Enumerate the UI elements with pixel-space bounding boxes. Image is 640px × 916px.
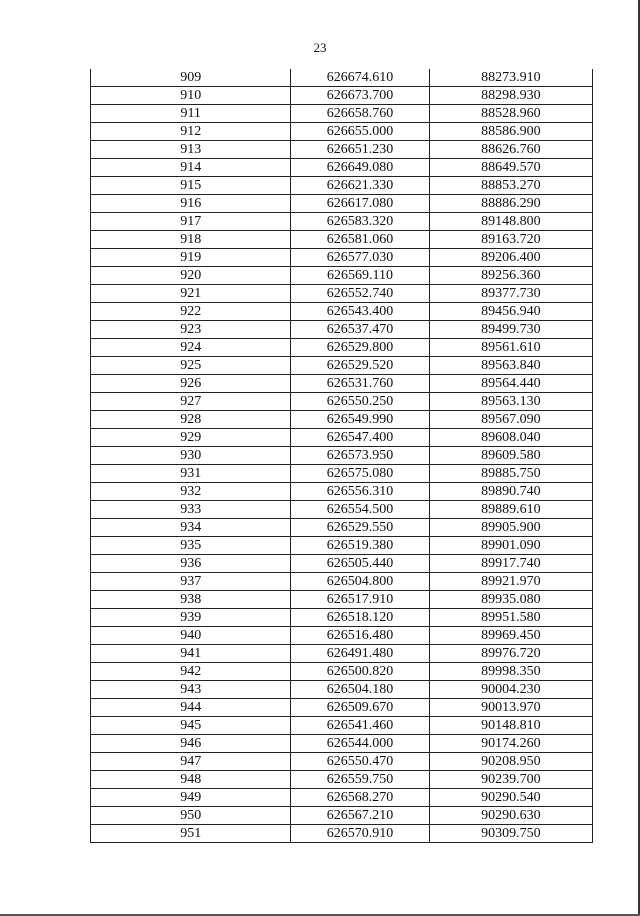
point-number-cell: 940: [91, 627, 291, 645]
point-number-cell: 935: [91, 537, 291, 555]
table-row: [91, 789, 593, 807]
x-coordinate-cell: 626570.910: [291, 825, 429, 843]
table-row: [91, 393, 593, 411]
coordinate-table: [90, 69, 593, 843]
point-number-cell: 941: [91, 645, 291, 663]
x-coordinate-cell: 626568.270: [291, 789, 429, 807]
point-number-cell: 931: [91, 465, 291, 483]
x-coordinate-cell: 626537.470: [291, 321, 429, 339]
point-number-cell: 929: [91, 429, 291, 447]
x-coordinate-cell: 626504.800: [291, 573, 429, 591]
table-row: [91, 195, 593, 213]
point-number-cell: 936: [91, 555, 291, 573]
table-row: [91, 663, 593, 681]
point-number-cell: 919: [91, 249, 291, 267]
point-number-cell: 945: [91, 717, 291, 735]
point-number-cell: 948: [91, 771, 291, 789]
table-row: [91, 411, 593, 429]
y-coordinate-cell: 89889.610: [429, 501, 592, 519]
x-coordinate-cell: 626543.400: [291, 303, 429, 321]
x-coordinate-cell: 626529.550: [291, 519, 429, 537]
x-coordinate-cell: 626550.470: [291, 753, 429, 771]
x-coordinate-cell: 626544.000: [291, 735, 429, 753]
table-row: [91, 177, 593, 195]
x-coordinate-cell: 626554.500: [291, 501, 429, 519]
x-coordinate-cell: 626583.320: [291, 213, 429, 231]
table-row: [91, 231, 593, 249]
y-coordinate-cell: 89935.080: [429, 591, 592, 609]
point-number-cell: 918: [91, 231, 291, 249]
coordinate-table-body: [91, 69, 593, 843]
point-number-cell: 950: [91, 807, 291, 825]
y-coordinate-cell: 89608.040: [429, 429, 592, 447]
point-number-cell: 932: [91, 483, 291, 501]
y-coordinate-cell: 89969.450: [429, 627, 592, 645]
table-row: [91, 519, 593, 537]
y-coordinate-cell: 89917.740: [429, 555, 592, 573]
y-coordinate-cell: 89377.730: [429, 285, 592, 303]
point-number-cell: 942: [91, 663, 291, 681]
y-coordinate-cell: 89998.350: [429, 663, 592, 681]
y-coordinate-cell: 90013.970: [429, 699, 592, 717]
x-coordinate-cell: 626509.670: [291, 699, 429, 717]
point-number-cell: 951: [91, 825, 291, 843]
table-row: [91, 339, 593, 357]
table-row: [91, 609, 593, 627]
y-coordinate-cell: 89499.730: [429, 321, 592, 339]
point-number-cell: 934: [91, 519, 291, 537]
y-coordinate-cell: 89561.610: [429, 339, 592, 357]
page-number: 23: [313, 40, 327, 55]
table-row: [91, 681, 593, 699]
x-coordinate-cell: 626651.230: [291, 141, 429, 159]
y-coordinate-cell: 90148.810: [429, 717, 592, 735]
point-number-cell: 922: [91, 303, 291, 321]
y-coordinate-cell: 89921.970: [429, 573, 592, 591]
x-coordinate-cell: 626559.750: [291, 771, 429, 789]
x-coordinate-cell: 626504.180: [291, 681, 429, 699]
point-number-cell: 930: [91, 447, 291, 465]
x-coordinate-cell: 626556.310: [291, 483, 429, 501]
x-coordinate-cell: 626531.760: [291, 375, 429, 393]
table-row: [91, 105, 593, 123]
table-row: [91, 483, 593, 501]
point-number-cell: 939: [91, 609, 291, 627]
y-coordinate-cell: 88586.900: [429, 123, 592, 141]
point-number-cell: 915: [91, 177, 291, 195]
table-row: [91, 429, 593, 447]
point-number-cell: 933: [91, 501, 291, 519]
table-row: [91, 645, 593, 663]
table-row: [91, 303, 593, 321]
y-coordinate-cell: 89256.360: [429, 267, 592, 285]
table-row: [91, 447, 593, 465]
y-coordinate-cell: 89567.090: [429, 411, 592, 429]
table-row: [91, 573, 593, 591]
x-coordinate-cell: 626518.120: [291, 609, 429, 627]
y-coordinate-cell: 90309.750: [429, 825, 592, 843]
x-coordinate-cell: 626617.080: [291, 195, 429, 213]
x-coordinate-cell: 626517.910: [291, 591, 429, 609]
y-coordinate-cell: 90290.630: [429, 807, 592, 825]
x-coordinate-cell: 626529.520: [291, 357, 429, 375]
point-number-cell: 925: [91, 357, 291, 375]
x-coordinate-cell: 626655.000: [291, 123, 429, 141]
x-coordinate-cell: 626500.820: [291, 663, 429, 681]
y-coordinate-cell: 89456.940: [429, 303, 592, 321]
point-number-cell: 946: [91, 735, 291, 753]
x-coordinate-cell: 626552.740: [291, 285, 429, 303]
y-coordinate-cell: 89563.840: [429, 357, 592, 375]
point-number-cell: 921: [91, 285, 291, 303]
x-coordinate-cell: 626550.250: [291, 393, 429, 411]
table-row: [91, 555, 593, 573]
x-coordinate-cell: 626549.990: [291, 411, 429, 429]
x-coordinate-cell: 626569.110: [291, 267, 429, 285]
table-row: [91, 501, 593, 519]
point-number-cell: 911: [91, 105, 291, 123]
table-row: [91, 807, 593, 825]
point-number-cell: 947: [91, 753, 291, 771]
y-coordinate-cell: 89206.400: [429, 249, 592, 267]
y-coordinate-cell: 89951.580: [429, 609, 592, 627]
point-number-cell: 913: [91, 141, 291, 159]
point-number-cell: 937: [91, 573, 291, 591]
point-number-cell: 916: [91, 195, 291, 213]
y-coordinate-cell: 90239.700: [429, 771, 592, 789]
point-number-cell: 920: [91, 267, 291, 285]
x-coordinate-cell: 626541.460: [291, 717, 429, 735]
table-row: [91, 537, 593, 555]
x-coordinate-cell: 626581.060: [291, 231, 429, 249]
y-coordinate-cell: 88626.760: [429, 141, 592, 159]
table-row: [91, 213, 593, 231]
x-coordinate-cell: 626529.800: [291, 339, 429, 357]
y-coordinate-cell: 89905.900: [429, 519, 592, 537]
point-number-cell: 943: [91, 681, 291, 699]
y-coordinate-cell: 89901.090: [429, 537, 592, 555]
x-coordinate-cell: 626621.330: [291, 177, 429, 195]
table-row: [91, 735, 593, 753]
y-coordinate-cell: 89609.580: [429, 447, 592, 465]
y-coordinate-cell: 88886.290: [429, 195, 592, 213]
x-coordinate-cell: 626674.610: [291, 69, 429, 87]
point-number-cell: 923: [91, 321, 291, 339]
y-coordinate-cell: 89563.130: [429, 393, 592, 411]
point-number-cell: 917: [91, 213, 291, 231]
table-row: [91, 825, 593, 843]
table-row: [91, 159, 593, 177]
y-coordinate-cell: 88273.910: [429, 69, 592, 87]
table-row: [91, 123, 593, 141]
table-row: [91, 771, 593, 789]
x-coordinate-cell: 626575.080: [291, 465, 429, 483]
y-coordinate-cell: 89564.440: [429, 375, 592, 393]
x-coordinate-cell: 626573.950: [291, 447, 429, 465]
point-number-cell: 926: [91, 375, 291, 393]
point-number-cell: 910: [91, 87, 291, 105]
table-row: [91, 321, 593, 339]
x-coordinate-cell: 626577.030: [291, 249, 429, 267]
x-coordinate-cell: 626567.210: [291, 807, 429, 825]
table-row: [91, 627, 593, 645]
point-number-cell: 914: [91, 159, 291, 177]
x-coordinate-cell: 626491.480: [291, 645, 429, 663]
x-coordinate-cell: 626519.380: [291, 537, 429, 555]
point-number-cell: 949: [91, 789, 291, 807]
y-coordinate-cell: 88298.930: [429, 87, 592, 105]
x-coordinate-cell: 626547.400: [291, 429, 429, 447]
y-coordinate-cell: 90208.950: [429, 753, 592, 771]
table-row: [91, 753, 593, 771]
point-number-cell: 944: [91, 699, 291, 717]
table-row: [91, 87, 593, 105]
x-coordinate-cell: 626658.760: [291, 105, 429, 123]
table-row: [91, 285, 593, 303]
y-coordinate-cell: 88853.270: [429, 177, 592, 195]
table-row: [91, 375, 593, 393]
y-coordinate-cell: 88649.570: [429, 159, 592, 177]
point-number-cell: 938: [91, 591, 291, 609]
table-row: [91, 357, 593, 375]
table-row: [91, 249, 593, 267]
point-number-cell: 924: [91, 339, 291, 357]
point-number-cell: 912: [91, 123, 291, 141]
y-coordinate-cell: 90290.540: [429, 789, 592, 807]
x-coordinate-cell: 626673.700: [291, 87, 429, 105]
point-number-cell: 928: [91, 411, 291, 429]
x-coordinate-cell: 626649.080: [291, 159, 429, 177]
y-coordinate-cell: 89163.720: [429, 231, 592, 249]
table-row: [91, 591, 593, 609]
y-coordinate-cell: 89885.750: [429, 465, 592, 483]
point-number-cell: 927: [91, 393, 291, 411]
y-coordinate-cell: 89148.800: [429, 213, 592, 231]
table-row: [91, 699, 593, 717]
table-row: [91, 267, 593, 285]
y-coordinate-cell: 88528.960: [429, 105, 592, 123]
table-row: [91, 141, 593, 159]
point-number-cell: 909: [91, 69, 291, 87]
x-coordinate-cell: 626505.440: [291, 555, 429, 573]
table-row: [91, 717, 593, 735]
y-coordinate-cell: 90174.260: [429, 735, 592, 753]
y-coordinate-cell: 89976.720: [429, 645, 592, 663]
table-row: [91, 69, 593, 87]
table-row: [91, 465, 593, 483]
y-coordinate-cell: 89890.740: [429, 483, 592, 501]
x-coordinate-cell: 626516.480: [291, 627, 429, 645]
y-coordinate-cell: 90004.230: [429, 681, 592, 699]
